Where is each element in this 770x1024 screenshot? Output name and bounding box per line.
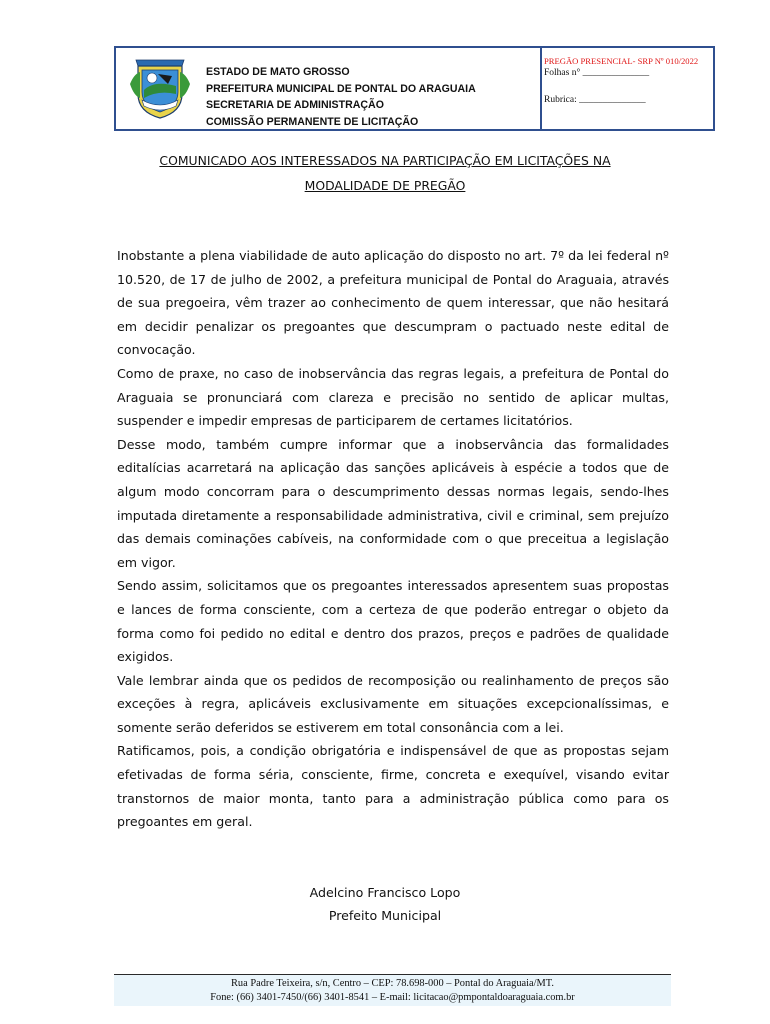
signatory-name: Adelcino Francisco Lopo [309, 885, 461, 900]
body-paragraph: Ratificamos, pois, a condição obrigatória e indispensável de que as propostas sejam efetivadas de forma séria, consciente, firme, concreta e exequível, visando evitar transtornos de maior monta, tanto para a administração pública como para os pregoantes em geral. [117, 743, 669, 830]
folhas-field: Folhas n° ______________ [544, 68, 650, 78]
body-paragraph: Inobstante a plena viabilidade de auto aplicação do disposto no art. 7º da lei federal nº 10.520, de 17 de julho de 2002, a prefeitura municipal de Pontal do Araguaia, através de sua pregoeira, vêm trazer ao conhecimento de quem interessar, que não hesitará em decidir penalizar os pregoantes que descumpram o pactuado neste edital de convocação. [117, 248, 669, 358]
body-paragraph: Sendo assim, solicitamos que os pregoantes interessados apresentem suas propostas e lances de forma consciente, com a certeza de que poderão entregar o objeto da forma como foi pedido no edital e dentro dos prazos, preços e padrões de qualidade exigidos. [117, 578, 669, 665]
rubrica-field: Rubrica: ______________ [544, 95, 646, 105]
header-state-line: ESTADO DE MATO GROSSO [206, 66, 350, 78]
document-body [117, 244, 669, 834]
header-left-panel [116, 48, 540, 129]
header-department-line: SECRETARIA DE ADMINISTRAÇÃO [206, 99, 384, 111]
header-commission-line: COMISSÃO PERMANENTE DE LICITAÇÃO [206, 115, 419, 128]
body-paragraph: Vale lembrar ainda que os pedidos de recomposição ou realinhamento de preços são exceções à regra, aplicáveis exclusivamente em situações excepcionalíssimas, e somente serão deferidos se estiverem em total consonância com a lei. [117, 672, 669, 735]
body-paragraph: Como de praxe, no caso de inobservância das regras legais, a prefeitura de Pontal do Araguaia se pronunciará com clareza e precisão no sentido de aplicar multas, suspender e impedir empresas de participarem de certames licitatórios. [117, 365, 669, 429]
signatory-role: Prefeito Municipal [328, 908, 442, 923]
document-title-line-2: MODALIDADE DE PREGÃO [304, 178, 466, 193]
municipal-coat-of-arms-logo [128, 54, 192, 120]
pregao-reference: PREGÃO PRESENCIAL- SRP Nº 010/2022 [544, 56, 699, 66]
document-footer [114, 974, 671, 1006]
header-municipality-line: PREFEITURA MUNICIPAL DE PONTAL DO ARAGUAIA [206, 82, 476, 95]
document-header [114, 46, 715, 131]
header-text-block [206, 64, 476, 130]
header-right-panel [540, 48, 713, 129]
footer-contact: Fone: (66) 3401-7450/(66) 3401-8541 – E-mail: licitacao@pmpontaldoaraguaia.com.br [210, 992, 575, 1003]
footer-address: Rua Padre Teixeira, s/n, Centro – CEP: 78.698-000 – Pontal do Araguaia/MT. [231, 978, 554, 989]
document-title-line-1: COMUNICADO AOS INTERESSADOS NA PARTICIPAÇÃO EM LICITAÇÕES NA [159, 153, 611, 168]
body-paragraph: Desse modo, também cumpre informar que a inobservância das formalidades editalícias acarretará na aplicação das sanções aplicáveis à espécie a todos que de algum modo concorram para o descumprimento dessas normas legais, sendo-lhes imputada diretamente a responsabilidade administrativa, civil e criminal, sem prejuízo das demais cominações cabíveis, na conformidade com o que preceitua a legislação em vigor. [117, 436, 669, 570]
